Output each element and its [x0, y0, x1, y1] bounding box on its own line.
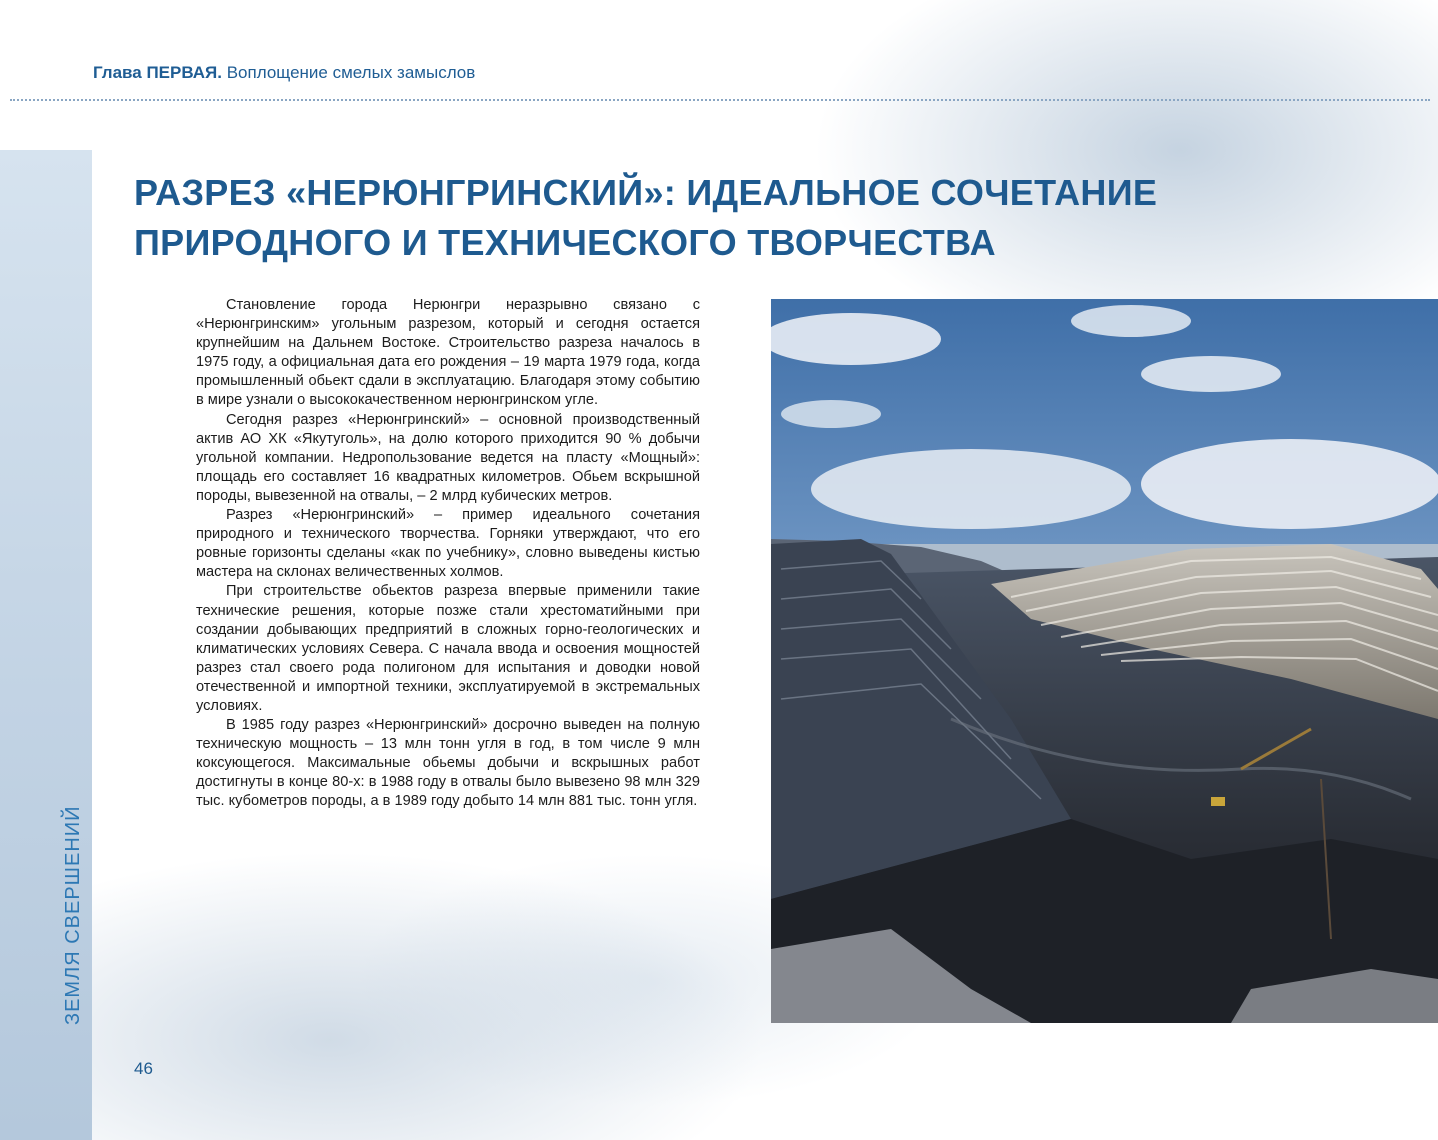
chapter-number: Глава ПЕРВАЯ. — [93, 63, 222, 82]
article-body — [196, 296, 700, 812]
side-section-label: ЗЕМЛЯ СВЕРШЕНИЙ — [62, 805, 84, 1025]
page-number: 46 — [134, 1059, 153, 1078]
coal-mine-photo — [771, 299, 1438, 1023]
paragraph-3: Разрез «Нерюнгринский» – пример идеального сочетания природного и технического творчества. Горняки утверждают, что его ровные горизонты сделаны «как по учебнику», словно выведены кистью мастера на склонах величественных холмов. — [196, 507, 700, 581]
chapter-header — [93, 63, 475, 83]
article-title: РАЗРЕЗ «НЕРЮНГРИНСКИЙ»: ИДЕАЛЬНОЕ СОЧЕТАНИЕ ПРИРОДНОГО И ТЕХНИЧЕСКОГО ТВОРЧЕСТВА — [134, 172, 1158, 263]
paragraph-2: Сегодня разрез «Нерюнгринский» – основной производственный актив АО ХК «Якутуголь», на долю которого приходится 90 % добычи угольной компании. Недропользование ведется на пласту «Мощный»: площадь его составляет 16 квадратных километров. Обьем вскрышной породы, вывезенной на отвалы, – 2 млрд кубических метров. — [196, 411, 700, 504]
chapter-title: Воплощение смелых замыслов — [222, 63, 476, 82]
paragraph-5: В 1985 году разрез «Нерюнгринский» досрочно выведен на полную техническую мощность – 13 млн тонн угля в год, в том числе 9 млн коксующегося. Максимальные обьемы добычи и вскрышных работ достигнуты в конце 80-х: в 1988 году в отвалы было вывезено 98 млн 329 тыс. кубометров породы, а в 1989 году добыто 14 млн 881 тыс. тонн угля. — [196, 717, 700, 810]
paragraph-4: При строительстве обьектов разреза впервые применили такие технические решения, которые позже стали хрестоматийными при создании добывающих предприятий в сложных горно-геологических и климатических условиях Севера. С начала ввода и освоения мощностей разрез стал своего рода полигоном для испытания и доводки новой отечественной и импортной техники, эксплуатируемой в экстремальных условиях. — [196, 583, 700, 714]
header-divider — [10, 99, 1430, 101]
paragraph-1: Становление города Нерюнгри неразрывно связано с «Нерюнгринским» угольным разрезом, который и сегодня остается крупнейшим на Дальнем Востоке. Строительство разреза началось в 1975 году, а официальная дата его рождения – 19 марта 1979 года, когда промышленный обьект сдали в эксплуатацию. Благодаря этому событию в мире узнали о высококачественном нерюнгринском угле. — [196, 297, 700, 409]
